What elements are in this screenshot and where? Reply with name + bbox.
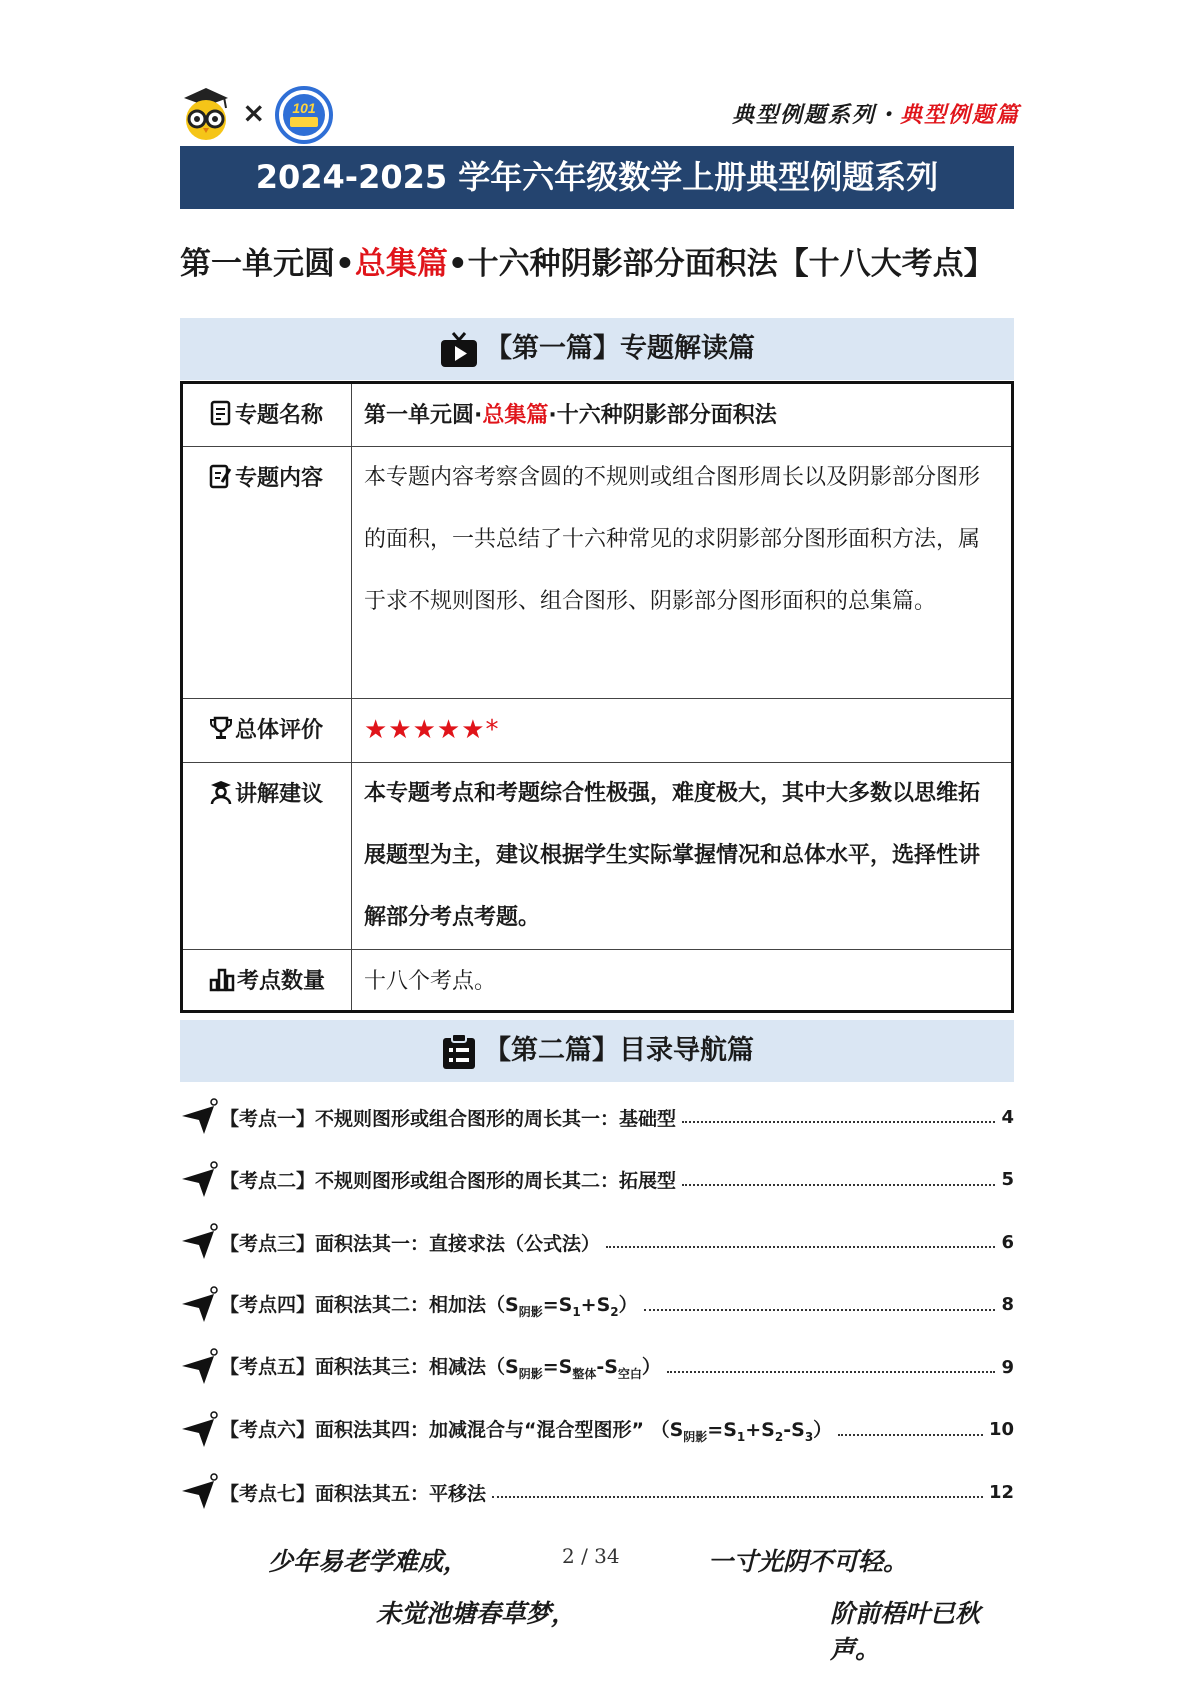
owl-logo-icon (180, 84, 232, 140)
trophy-icon (209, 715, 233, 741)
leader-dots (682, 1121, 995, 1123)
rating-stars: ★★★★★ (364, 715, 486, 745)
label-overall-rating (182, 699, 352, 763)
toc-item-text (220, 1290, 638, 1320)
value-text: 第一单元圆· (364, 403, 483, 428)
label-text: 考点数量 (237, 969, 326, 994)
value-rating (352, 699, 1013, 763)
value-text: ·十六种阴影部分面积法 (548, 403, 777, 428)
leader-dots (644, 1309, 996, 1311)
label-topic-content (182, 447, 352, 699)
toc-text-part: =S (542, 1293, 573, 1316)
leader-dots (682, 1184, 995, 1186)
value-teaching-advice: 本专题考点和考题综合性极强，难度极大，其中大多数以思维拓展题型为主，建议根据学生实际掌握情况和总体水平，选择性讲解部分考点考题。 (352, 763, 1013, 950)
bar-chart-icon (209, 966, 235, 992)
footer-poem-line-2b: 阶前梧叶已秋声。 (830, 1599, 981, 1664)
toc-item-text (220, 1352, 661, 1382)
toc-item-7[interactable] (180, 1461, 1014, 1524)
table-row-name (182, 383, 1013, 447)
value-topic-name (352, 383, 1013, 447)
page-footer (180, 1530, 1020, 1664)
edit-document-icon (209, 463, 233, 489)
toc-page-number: 5 (1001, 1169, 1014, 1191)
toc-page-number: 10 (988, 1419, 1014, 1441)
toc-subscript: 阴影 (518, 1304, 543, 1319)
document-icon (209, 400, 233, 426)
footer-poem-line-1b: 一寸光阴不可轻。 (708, 1547, 909, 1576)
toc-text-part: 【考点四】面积法其二：相加法（S (220, 1293, 519, 1316)
toc-text-part: ） (618, 1293, 638, 1316)
label-text: 讲解建议 (235, 782, 324, 807)
clipboard-list-icon (440, 1033, 478, 1071)
toc-text-part: +S (580, 1293, 611, 1316)
toc-text-part: -S (783, 1418, 805, 1441)
series-label (732, 98, 1020, 129)
label-teaching-advice (182, 763, 352, 950)
title-part-3: •十六种阴影部分面积法【十八大考点】 (447, 246, 995, 282)
toc-subscript: 2 (610, 1304, 619, 1319)
series-black-text: 典型例题系列・ (731, 102, 900, 128)
series-red-text: 典型例题篇 (899, 102, 1020, 128)
leader-dots (838, 1434, 983, 1436)
title-part-1: 第一单元圆• (180, 246, 355, 282)
title-banner: 2024-2025 学年六年级数学上册典型例题系列 (180, 146, 1014, 209)
toc-subscript: 1 (572, 1304, 581, 1319)
value-topic-content: 本专题内容考察含圆的不规则或组合图形周长以及阴影部分图形的面积，一共总结了十六种常见的求阴影部分图形面积方法，属于求不规则图形、组合图形、阴影部分图形面积的总集篇。 (352, 447, 1013, 699)
toc-page-number: 9 (1001, 1356, 1014, 1378)
section-2-title: 【第二篇】目录导航篇 (484, 1035, 754, 1066)
pointer-arrow-icon (180, 1098, 218, 1136)
pointer-arrow-icon (180, 1286, 218, 1324)
svg-text:101: 101 (292, 100, 316, 116)
leader-dots (606, 1246, 995, 1248)
table-row-advice (182, 763, 1013, 950)
toc-subscript: 2 (774, 1429, 784, 1444)
toc-item-text: 【考点七】面积法其五：平移法 (220, 1482, 487, 1505)
label-topic-name (182, 383, 352, 447)
toc-text-part: ） (641, 1356, 661, 1379)
toc-item-3[interactable] (180, 1211, 1014, 1274)
page-title (180, 238, 1020, 283)
footer-poem-line-2a: 未觉池塘春草梦， (376, 1599, 577, 1628)
section-1-title: 【第一篇】专题解读篇 (485, 333, 755, 364)
toc-page-number: 4 (1001, 1106, 1014, 1128)
pointer-arrow-icon (180, 1411, 218, 1449)
toc-item-text: 【考点三】面积法其一：直接求法（公式法） (220, 1232, 601, 1255)
toc-text-part: -S (596, 1356, 618, 1379)
tv-play-icon (439, 331, 479, 369)
toc-text-part: =S (542, 1356, 573, 1379)
page-number: 2 / 34 (562, 1544, 620, 1568)
value-red-text: 总集篇 (482, 403, 549, 428)
leader-dots (667, 1371, 996, 1373)
table-row-count (182, 950, 1013, 1012)
topic-table (180, 381, 1014, 1013)
toc-page-number: 12 (988, 1481, 1014, 1503)
toc-subscript: 阴影 (683, 1429, 708, 1444)
toc-text-part: 【考点五】面积法其三：相减法（S (220, 1356, 519, 1379)
toc-item-4[interactable] (180, 1274, 1014, 1337)
toc-subscript: 1 (736, 1429, 746, 1444)
title-part-2: 总集篇 (354, 246, 448, 282)
pointer-arrow-icon (180, 1161, 218, 1199)
pointer-arrow-icon (180, 1223, 218, 1261)
table-row-content (182, 447, 1013, 699)
toc-page-number: 8 (1001, 1294, 1014, 1316)
value-point-count: 十八个考点。 (352, 950, 1013, 1012)
toc-subscript: 空白 (617, 1367, 642, 1382)
toc-text-part: +S (745, 1418, 775, 1441)
label-text: 总体评价 (235, 718, 324, 743)
label-text: 专题名称 (235, 403, 324, 428)
toc-item-text (220, 1415, 832, 1445)
rating-extra-star: * (485, 715, 500, 745)
table-row-rating (182, 699, 1013, 763)
section-header-1 (180, 318, 1014, 380)
label-point-count (182, 950, 352, 1012)
toc-subscript: 整体 (572, 1367, 597, 1382)
toc-item-1[interactable] (180, 1086, 1014, 1149)
toc-item-text: 【考点二】不规则图形或组合图形的周长其二：拓展型 (220, 1170, 677, 1193)
footer-poem-line-1a: 少年易老学难成， (268, 1547, 469, 1576)
toc-text-part: 【考点六】面积法其四：加减混合与“混合型图形” （S (220, 1418, 684, 1441)
toc-subscript: 3 (804, 1429, 814, 1444)
toc-text-part: ） (813, 1418, 833, 1441)
label-text: 专题内容 (235, 466, 324, 491)
pointer-arrow-icon (180, 1473, 218, 1511)
pointer-arrow-icon (180, 1348, 218, 1386)
math101-logo-icon (274, 86, 334, 144)
toc-page-number: 6 (1001, 1231, 1014, 1253)
leader-dots (492, 1496, 983, 1498)
toc-item-5[interactable] (180, 1336, 1014, 1399)
table-of-contents (180, 1086, 1014, 1524)
section-header-2 (180, 1020, 1014, 1082)
toc-item-6[interactable] (180, 1399, 1014, 1462)
teacher-icon (209, 779, 233, 805)
times-sign: × (242, 96, 266, 129)
toc-item-text: 【考点一】不规则图形或组合图形的周长其一：基础型 (220, 1107, 677, 1130)
toc-item-2[interactable] (180, 1149, 1014, 1212)
toc-text-part: =S (707, 1418, 737, 1441)
toc-subscript: 阴影 (518, 1367, 543, 1382)
page-header (180, 80, 1020, 146)
